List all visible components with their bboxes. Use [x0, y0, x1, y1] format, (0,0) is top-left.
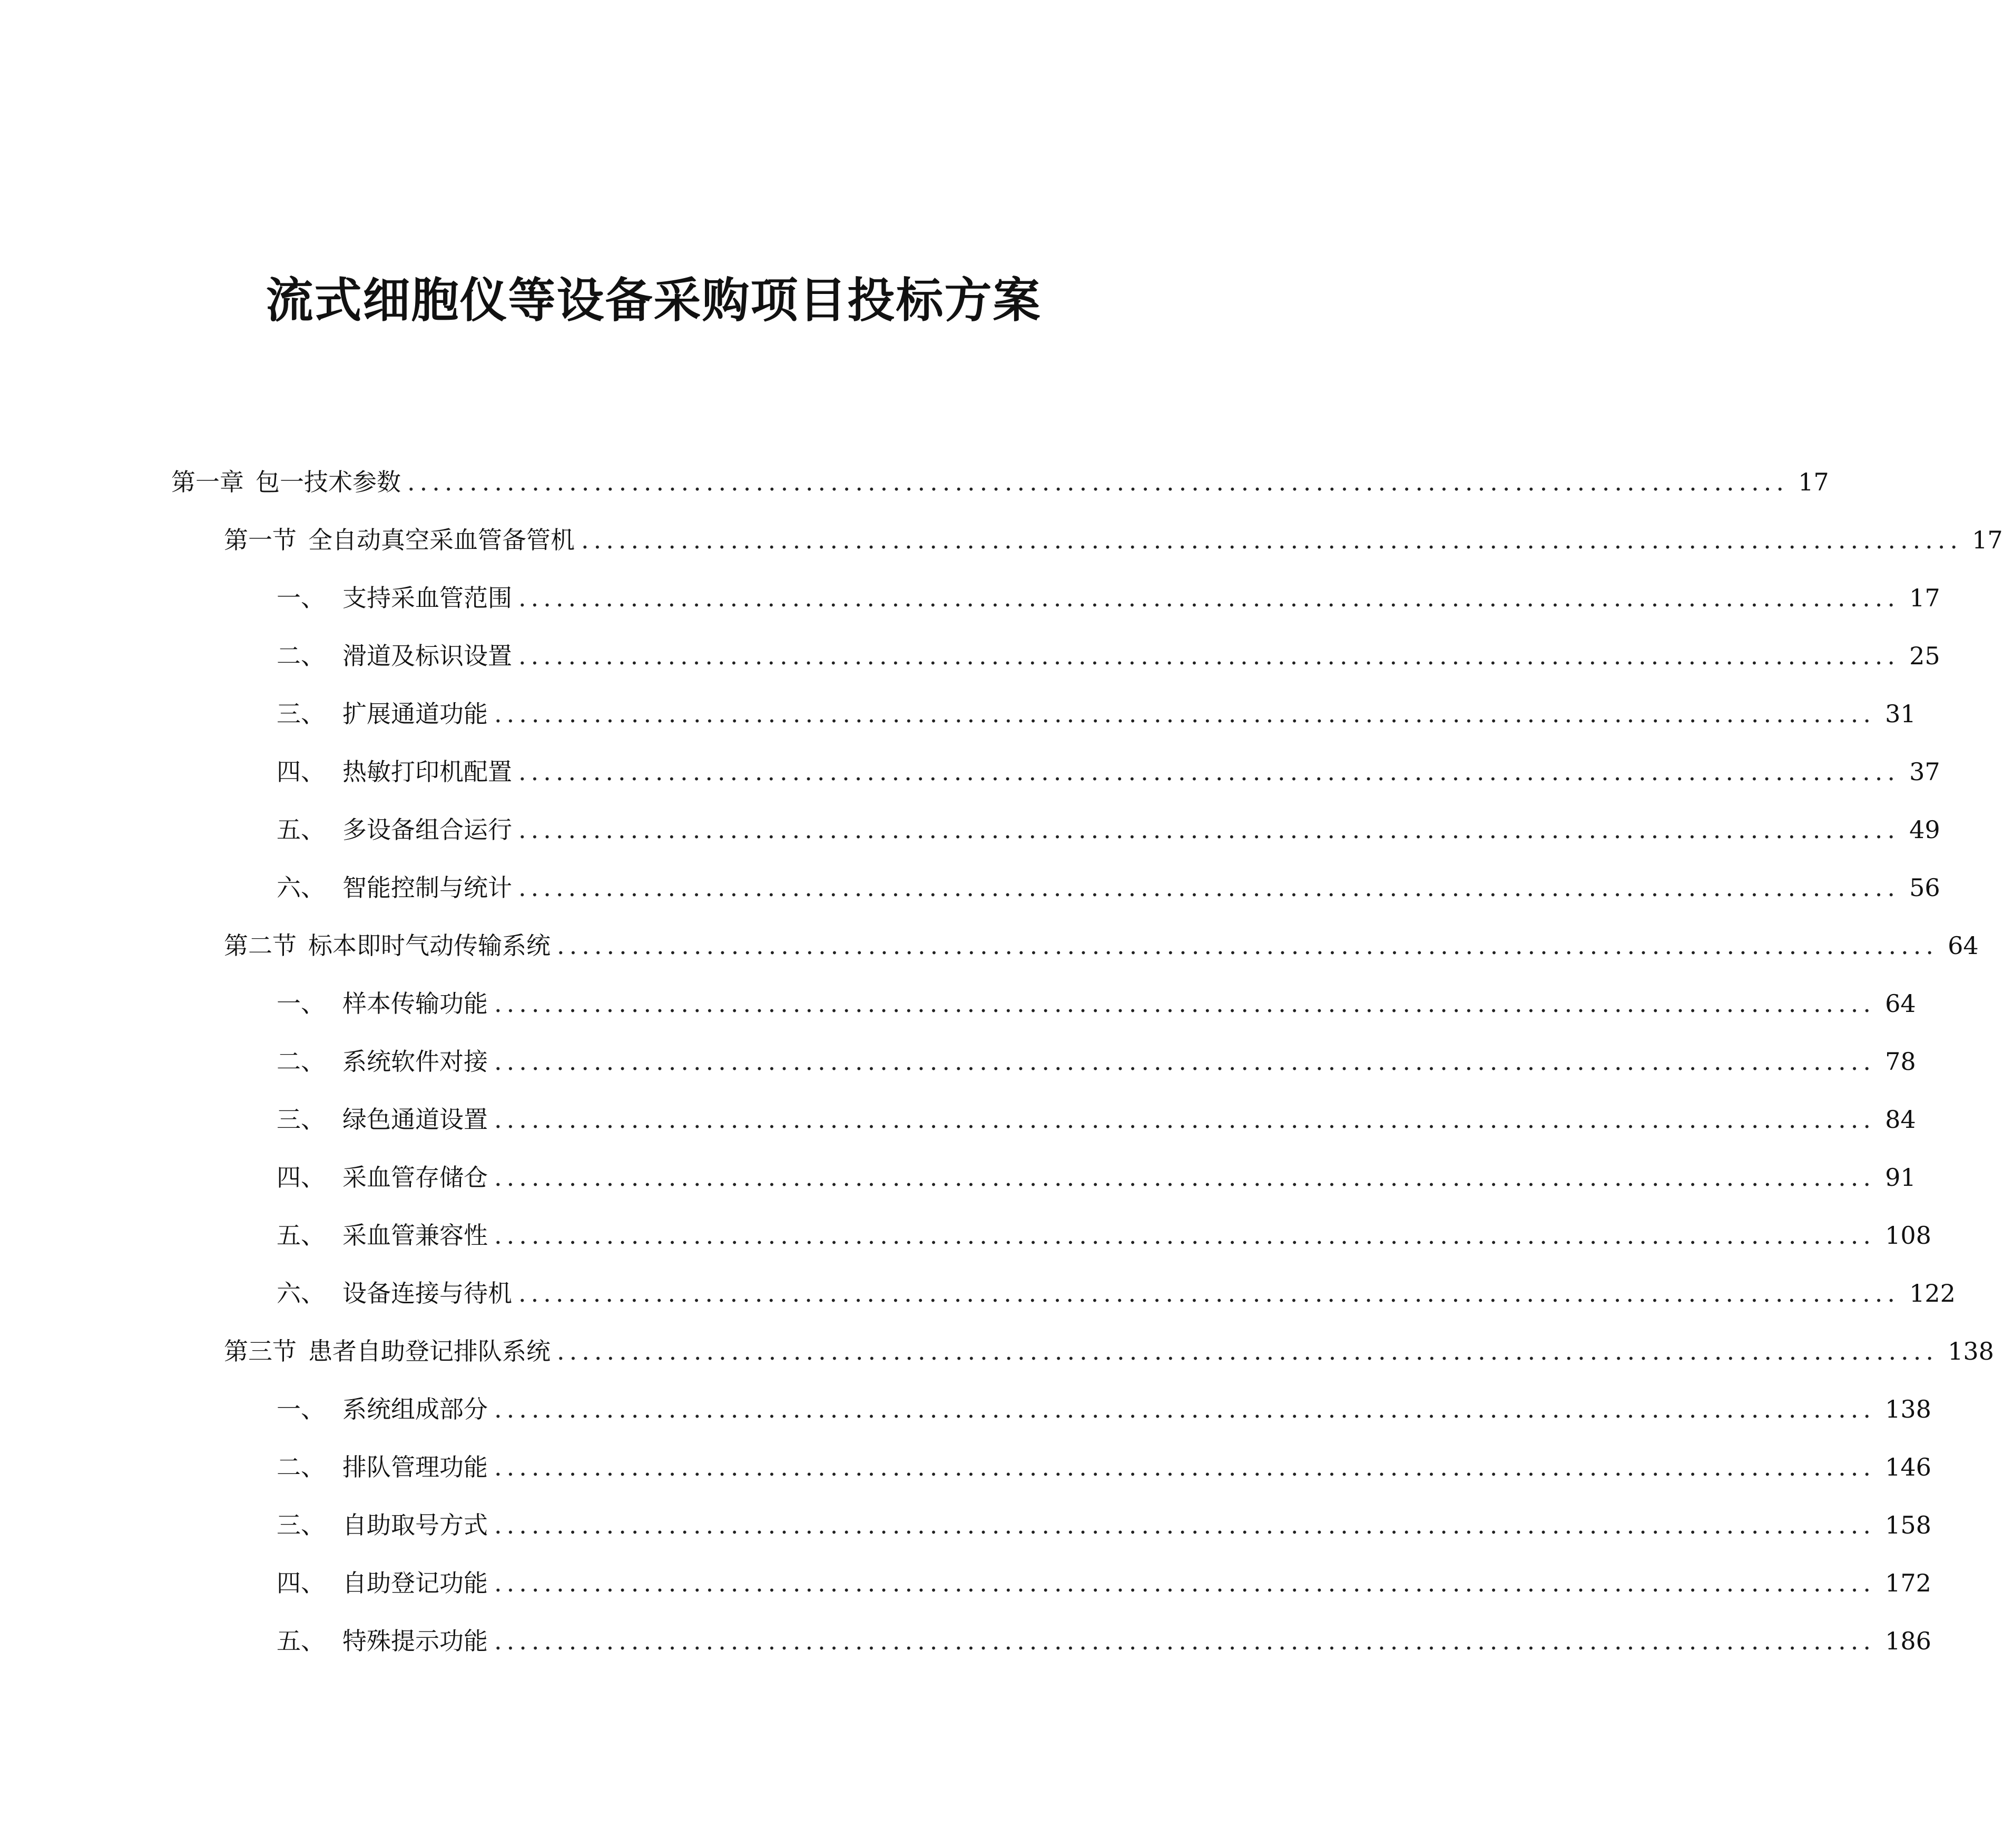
toc-number: 六、: [277, 873, 325, 902]
toc-entry-subsection[interactable]: [277, 1507, 1931, 1544]
toc-text: 采血管兼容性: [342, 1221, 488, 1250]
toc-number: 四、: [277, 758, 325, 786]
toc-page-number: 91: [1885, 1163, 1916, 1192]
leader-dots: ...............................................................................................................: [494, 1453, 1876, 1481]
toc-text: 智能控制与统计: [342, 873, 512, 902]
leader-dots: ...............................................................................................................: [518, 1279, 1900, 1308]
leader-dots: ...............................................................................................................: [518, 758, 1900, 786]
toc-number: 五、: [277, 1221, 325, 1250]
toc-number: 五、: [277, 1627, 325, 1655]
toc-entry-subsection[interactable]: [277, 985, 1916, 1022]
toc-number: 二、: [277, 1453, 325, 1481]
toc-entry-subsection[interactable]: [277, 753, 1940, 790]
toc-page-number: 138: [1885, 1395, 1931, 1423]
toc-entry-subsection[interactable]: [277, 695, 1916, 732]
leader-dots: ...............................................................................................................: [581, 526, 1963, 554]
toc-page-number: 17: [1972, 526, 2003, 554]
leader-dots: ...............................................................................................................: [494, 1511, 1876, 1539]
toc-page-number: 78: [1885, 1047, 1916, 1076]
toc-number: 三、: [277, 1511, 325, 1539]
toc-text: 特殊提示功能: [342, 1627, 488, 1655]
toc-entry-subsection[interactable]: [277, 811, 1940, 848]
toc-page-number: 186: [1885, 1627, 1931, 1655]
toc-text: 绿色通道设置: [342, 1105, 488, 1134]
toc-entry-subsection[interactable]: [277, 869, 1940, 906]
leader-dots: ...............................................................................................................: [407, 468, 1789, 496]
toc-text: 标本即时气动传输系统: [308, 931, 551, 960]
toc-entry-subsection[interactable]: [277, 1623, 1931, 1659]
toc-text: 热敏打印机配置: [342, 758, 512, 786]
toc-number: 第二节: [224, 931, 297, 960]
leader-dots: ...............................................................................................................: [518, 642, 1900, 670]
toc-text: 排队管理功能: [342, 1453, 488, 1481]
toc-number: 第一章: [171, 468, 244, 496]
toc-page-number: 64: [1948, 931, 1979, 960]
toc-page-number: 108: [1885, 1221, 1931, 1250]
leader-dots: ...............................................................................................................: [494, 700, 1876, 728]
toc-entry-chapter[interactable]: [171, 464, 1829, 500]
toc-text: 采血管存储仓: [342, 1163, 488, 1192]
toc-page-number: 122: [1909, 1279, 1956, 1308]
toc-number: 四、: [277, 1163, 325, 1192]
toc-entry-subsection[interactable]: [277, 637, 1940, 674]
leader-dots: ...............................................................................................................: [494, 989, 1876, 1018]
leader-dots: ...............................................................................................................: [518, 584, 1900, 612]
toc-text: 样本传输功能: [342, 989, 488, 1018]
toc-page-number: 138: [1948, 1337, 1994, 1365]
toc-text: 多设备组合运行: [342, 815, 512, 844]
toc-entry-subsection[interactable]: [277, 1043, 1916, 1080]
toc-number: 一、: [277, 584, 325, 612]
toc-text: 自助登记功能: [342, 1569, 488, 1597]
toc-text: 扩展通道功能: [342, 700, 488, 728]
toc-page-number: 172: [1885, 1569, 1931, 1597]
toc-number: 第一节: [224, 526, 297, 554]
toc-page-number: 17: [1909, 584, 1940, 612]
toc-page-number: 49: [1909, 815, 1940, 844]
toc-page-number: 37: [1909, 758, 1940, 786]
leader-dots: ...............................................................................................................: [557, 1337, 1939, 1365]
toc-page-number: 17: [1798, 468, 1829, 496]
toc-page-number: 84: [1885, 1105, 1916, 1134]
leader-dots: ...............................................................................................................: [494, 1047, 1876, 1076]
toc-page-number: 56: [1909, 873, 1940, 902]
toc-number: 第三节: [224, 1337, 297, 1365]
toc-number: 一、: [277, 1395, 325, 1423]
toc-page-number: 146: [1885, 1453, 1931, 1481]
toc-entry-subsection[interactable]: [277, 1159, 1916, 1196]
toc-entry-subsection[interactable]: [277, 579, 1940, 616]
leader-dots: ...............................................................................................................: [494, 1395, 1876, 1423]
toc-number: 四、: [277, 1569, 325, 1597]
toc-page-number: 64: [1885, 989, 1916, 1018]
toc-entry-subsection[interactable]: [277, 1275, 1956, 1312]
toc-number: 三、: [277, 700, 325, 728]
leader-dots: ...............................................................................................................: [494, 1627, 1876, 1655]
toc-entry-subsection[interactable]: [277, 1217, 1931, 1254]
toc-number: 六、: [277, 1279, 325, 1308]
toc-entry-section[interactable]: [224, 522, 2003, 558]
toc-text: 自助取号方式: [342, 1511, 488, 1539]
leader-dots: ...............................................................................................................: [494, 1569, 1876, 1597]
toc-entry-subsection[interactable]: [277, 1449, 1931, 1486]
toc-text: 系统软件对接: [342, 1047, 488, 1076]
leader-dots: ...............................................................................................................: [494, 1221, 1876, 1250]
toc-number: 二、: [277, 1047, 325, 1076]
toc-text: 系统组成部分: [342, 1395, 488, 1423]
toc-text: 患者自助登记排队系统: [308, 1337, 551, 1365]
toc-page-number: 158: [1885, 1511, 1931, 1539]
toc-entry-subsection[interactable]: [277, 1101, 1916, 1138]
toc-entry-subsection[interactable]: [277, 1565, 1931, 1601]
document-title: 流式细胞仪等设备采购项目投标方案: [266, 272, 1042, 328]
toc-text: 设备连接与待机: [342, 1279, 512, 1308]
leader-dots: ...............................................................................................................: [494, 1105, 1876, 1134]
leader-dots: ...............................................................................................................: [557, 931, 1939, 960]
toc-text: 滑道及标识设置: [342, 642, 512, 670]
toc-page-number: 25: [1909, 642, 1940, 670]
toc-number: 一、: [277, 989, 325, 1018]
toc-number: 五、: [277, 815, 325, 844]
leader-dots: ...............................................................................................................: [494, 1163, 1876, 1192]
leader-dots: ...............................................................................................................: [518, 815, 1900, 844]
toc-number: 三、: [277, 1105, 325, 1134]
toc-entry-subsection[interactable]: [277, 1391, 1931, 1428]
toc-page-number: 31: [1885, 700, 1916, 728]
toc-text: 全自动真空采血管备管机: [308, 526, 575, 554]
toc-text: 支持采血管范围: [342, 584, 512, 612]
toc-number: 二、: [277, 642, 325, 670]
toc-entry-section[interactable]: [224, 927, 1979, 964]
toc-entry-section[interactable]: [224, 1333, 1994, 1370]
leader-dots: ...............................................................................................................: [518, 873, 1900, 902]
toc-text: 包一技术参数: [256, 468, 401, 496]
